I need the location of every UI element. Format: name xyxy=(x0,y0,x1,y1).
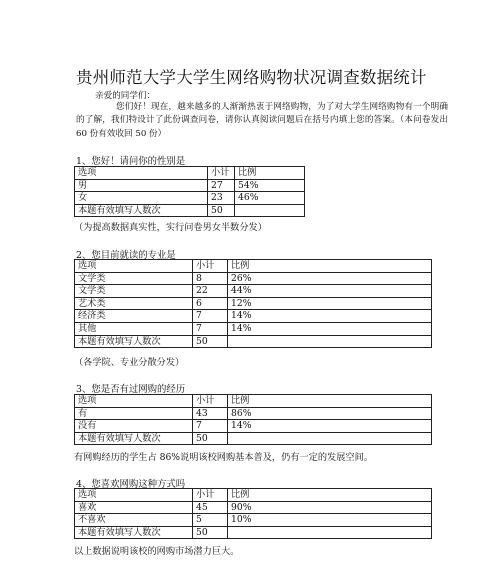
table-row xyxy=(75,322,432,335)
table-row xyxy=(75,310,432,323)
table-row xyxy=(75,407,432,420)
header-ratio: 比例 xyxy=(228,489,432,502)
ratio-cell: 26% xyxy=(228,272,432,285)
option-cell: 其他 xyxy=(75,322,193,335)
option-cell: 文学类 xyxy=(75,285,193,298)
ratio-cell: 14% xyxy=(228,420,432,433)
table-row xyxy=(75,272,432,285)
option-cell: 女 xyxy=(75,192,208,205)
ratio-cell: 46% xyxy=(235,192,305,205)
count-cell: 45 xyxy=(193,501,228,514)
total-count: 50 xyxy=(193,526,228,539)
ratio-cell: 12% xyxy=(228,297,432,310)
table-row xyxy=(75,285,432,298)
total-label: 本题有效填写人数次 xyxy=(75,432,193,445)
total-label: 本题有效填写人数次 xyxy=(75,204,208,217)
question-3-note: 有网购经历的学生占 86%说明该校网购基本普及，仍有一定的发展空间。 xyxy=(74,452,373,463)
table-total-row xyxy=(75,526,432,539)
header-ratio: 比例 xyxy=(235,167,305,180)
total-label: 本题有效填写人数次 xyxy=(75,335,193,348)
ratio-cell: 14% xyxy=(228,310,432,323)
question-4-note: 以上数据说明该校的网购市场潜力巨大。 xyxy=(74,546,240,557)
total-count: 50 xyxy=(208,204,235,217)
table-row xyxy=(75,192,305,205)
count-cell: 22 xyxy=(193,285,228,298)
table-row xyxy=(75,179,305,192)
question-1-table xyxy=(74,166,305,217)
ratio-cell: 44% xyxy=(228,285,432,298)
option-cell: 不喜欢 xyxy=(75,514,193,527)
question-2-note: （各学院、专业分散分发） xyxy=(74,357,185,368)
header-ratio: 比例 xyxy=(228,260,432,273)
count-cell: 6 xyxy=(193,297,228,310)
option-cell: 文学类 xyxy=(75,272,193,285)
question-4-title: 4、您喜欢网购这种方式吗 xyxy=(76,479,186,490)
question-3-table xyxy=(74,394,432,445)
total-label: 本题有效填写人数次 xyxy=(75,526,193,539)
ratio-cell: 90% xyxy=(228,501,432,514)
option-cell: 没有 xyxy=(75,420,193,433)
header-ratio: 比例 xyxy=(228,395,432,408)
question-1-title: 1、您好！请问你的性别是 xyxy=(76,156,186,167)
question-2-title: 2、您目前就读的专业是 xyxy=(76,250,176,261)
table-row xyxy=(75,420,432,433)
ratio-cell: 14% xyxy=(228,322,432,335)
total-ratio xyxy=(228,526,432,539)
table-header-row xyxy=(75,395,432,408)
greeting: 亲爱的同学们： xyxy=(95,91,156,101)
table-header-row xyxy=(75,260,432,273)
question-4-table xyxy=(74,488,432,539)
count-cell: 7 xyxy=(193,420,228,433)
total-count: 50 xyxy=(193,432,228,445)
intro-paragraph: 您们好！现在，越来越多的人渐渐热衷于网络购物，为了对大学生网络购物有一个明确的了解，我们特设计了此份调查问卷，请你认真阅读问题后在括号内填上您的答案。（本问卷发出 60 份有效收回 50 份） xyxy=(76,102,448,139)
option-cell: 男 xyxy=(75,179,208,192)
table-header-row xyxy=(75,489,432,502)
table-row xyxy=(75,501,432,514)
table-header-row xyxy=(75,167,305,180)
count-cell: 8 xyxy=(193,272,228,285)
count-cell: 7 xyxy=(193,310,228,323)
header-option: 选项 xyxy=(75,395,193,408)
header-option: 选项 xyxy=(75,167,208,180)
question-2-table xyxy=(74,259,432,348)
table-row xyxy=(75,297,432,310)
question-3-title: 3、您是否有过网购的经历 xyxy=(76,384,186,395)
header-count: 小计 xyxy=(208,167,235,180)
total-ratio xyxy=(228,432,432,445)
ratio-cell: 86% xyxy=(228,407,432,420)
count-cell: 43 xyxy=(193,407,228,420)
table-total-row xyxy=(75,204,305,217)
header-option: 选项 xyxy=(75,260,193,273)
total-count: 50 xyxy=(193,335,228,348)
count-cell: 27 xyxy=(208,179,235,192)
ratio-cell: 10% xyxy=(228,514,432,527)
question-1-note: （为提高数据真实性，实行问卷男女半数分发） xyxy=(74,222,267,233)
header-count: 小计 xyxy=(193,489,228,502)
table-row xyxy=(75,514,432,527)
option-cell: 喜欢 xyxy=(75,501,193,514)
total-ratio xyxy=(235,204,305,217)
count-cell: 5 xyxy=(193,514,228,527)
table-total-row xyxy=(75,335,432,348)
count-cell: 23 xyxy=(208,192,235,205)
count-cell: 7 xyxy=(193,322,228,335)
header-count: 小计 xyxy=(193,260,228,273)
total-ratio xyxy=(228,335,432,348)
table-total-row xyxy=(75,432,432,445)
document-title: 贵州师范大学大学生网络购物状况调查数据统计 xyxy=(76,68,427,87)
option-cell: 有 xyxy=(75,407,193,420)
header-option: 选项 xyxy=(75,489,193,502)
header-count: 小计 xyxy=(193,395,228,408)
ratio-cell: 54% xyxy=(235,179,305,192)
option-cell: 艺术类 xyxy=(75,297,193,310)
option-cell: 经济类 xyxy=(75,310,193,323)
